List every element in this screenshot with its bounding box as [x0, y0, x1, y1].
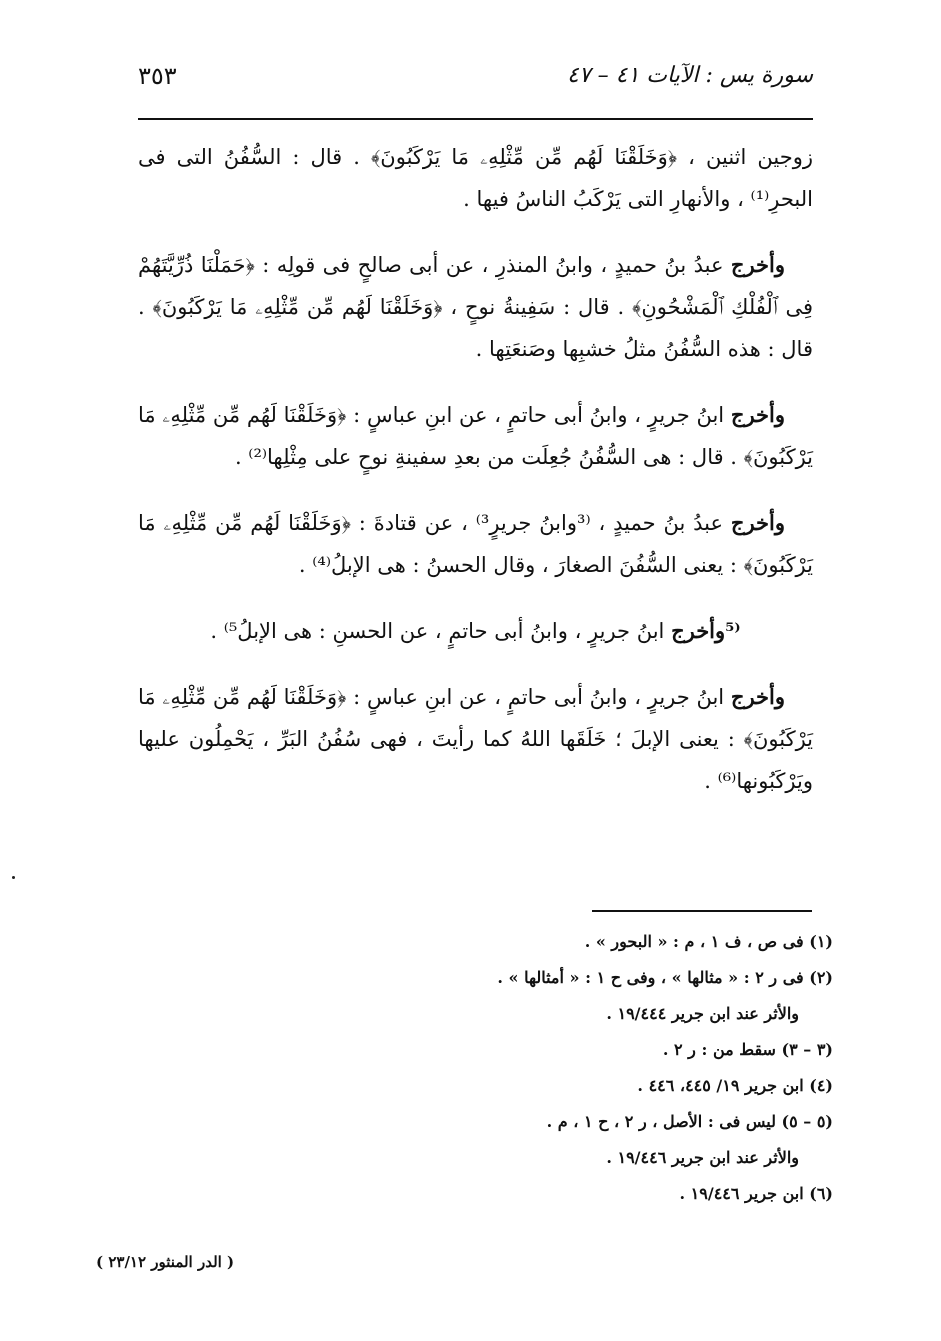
paragraph-2 — [138, 244, 813, 370]
header-rule — [138, 118, 813, 120]
paragraph-text: عبدُ بنُ حميدٍ ، وابنُ المنذرِ ، عن أبى صالحٍ فى قولِه : ﴿حَمَلْنَا ذُرِّيَّتَهُمْ فِى ٱلْفُلْكِ ٱلْمَشْحُونِ﴾ . قال : سَفِينةُ نوحٍ ، ﴿وَخَلَقْنَا لَهُم مِّن مِّثْلِهِۦ مَا يَرْكَبُونَ﴾ . قال : هذه السُّفُنُ مثلُ خشبِها وصَنعَتِها . — [138, 253, 813, 361]
paragraph-lead: وأخرج — [730, 402, 785, 427]
footnote-6: (٦) ابن جرير ١٩/٤٤٦ . — [679, 1184, 833, 1203]
footnote-rule — [592, 910, 812, 912]
paragraph-6 — [138, 676, 813, 802]
paragraph-text: ابنُ جريرٍ ، وابنُ أبى حاتمٍ ، عن ابنِ عباسٍ : ﴿وَخَلَقْنَا لَهُم مِّن مِّثْلِهِۦ مَا يَرْكَبُونَ﴾ . قال : هى السُّفُنُ جُعِلَت من بعدِ سفينةِ نوحٍ على مِثْلِها⁽²⁾ . — [138, 403, 813, 469]
body-text — [138, 136, 813, 826]
footnote-4: (٤) ابن جرير ١٩/ ٤٤٥، ٤٤٦ . — [637, 1076, 833, 1095]
scan-speck — [12, 876, 15, 879]
footnote-1: (١) فى ص ، ف ١ ، م : « البحور » . — [584, 932, 833, 951]
page-number: ٣٥٣ — [138, 62, 177, 90]
paragraph-text: ابنُ جريرٍ ، وابنُ أبى حاتمٍ ، عن ابنِ عباسٍ : ﴿وَخَلَقْنَا لَهُم مِّن مِّثْلِهِۦ مَا يَرْكَبُونَ﴾ : يعنى الإبلَ ؛ خَلَقَها اللهُ كما رأيتَ ، فهى سُفُنُ البَرِّ ، يَحْمِلُون عليها ويَرْكَبُونها⁽⁶⁾ . — [138, 685, 813, 793]
page-header — [138, 56, 813, 96]
footnote-5-continuation: والأثر عند ابن جرير ١٩/٤٤٦ . — [606, 1148, 799, 1167]
footnote-3: (٣ – ٣) سقط من : ر ٢ . — [662, 1040, 833, 1059]
paragraph-lead: وأخرج — [730, 510, 786, 535]
paragraph-5 — [138, 610, 813, 652]
footnote-2: (٢) فى ر ٢ : « مثالها » ، وفى ح ١ : « أمثالها » . — [497, 968, 833, 987]
footnotes — [138, 924, 833, 1212]
paragraph-lead: ⁽⁵وأخرج — [671, 618, 741, 643]
paragraph-4 — [138, 502, 813, 586]
chapter-title: سورة يس : الآيات ٤١ – ٤٧ — [567, 63, 813, 88]
paragraph-3 — [138, 394, 813, 478]
paragraph-text: عبدُ بنُ حميدٍ ، ⁽³وابنُ جريرٍ³⁾ ، عن قتادةَ : ﴿وَخَلَقْنَا لَهُم مِّن مِّثْلِهِۦ مَا يَرْكَبُونَ﴾ : يعنى السُّفُنَ الصغارَ ، وقال الحسنُ : هى الإبلُ⁽⁴⁾ . — [138, 511, 813, 577]
footnote-2-continuation: والأثر عند ابن جرير ١٩/٤٤٤ . — [606, 1004, 799, 1023]
footnote-5: (٥ – ٥) ليس فى : الأصل ، ر ٢ ، ح ١ ، م . — [546, 1112, 833, 1131]
paragraph-1 — [138, 136, 813, 220]
paragraph-lead: وأخرج — [730, 684, 785, 709]
paragraph-text: زوجين اثنين ، ﴿وَخَلَقْنَا لَهُم مِّن مِّثْلِهِۦ مَا يَرْكَبُونَ﴾ . قال : السُّفُنُ التى فى البحرِ⁽¹⁾ ، والأنهارِ التى يَرْكَبُ الناسُ فيها . — [138, 145, 813, 211]
paragraph-text: ابنُ جريرٍ ، وابنُ أبى حاتمٍ ، عن الحسنِ : هى الإبلُ⁵⁾ . — [210, 619, 672, 643]
bottom-reference: ( الدر المنثور ٢٣/١٢ ) — [96, 1253, 235, 1271]
paragraph-lead: وأخرج — [730, 252, 785, 277]
